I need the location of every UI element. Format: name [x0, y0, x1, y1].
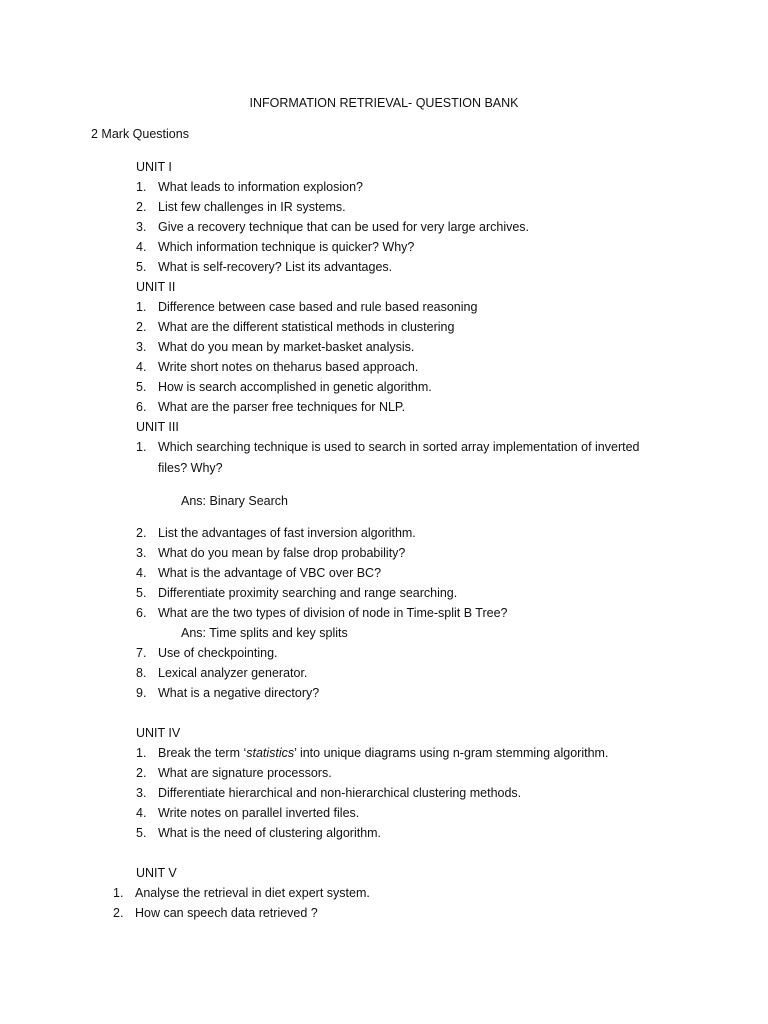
list-item: 3. Give a recovery technique that can be used for very large archives. [136, 220, 530, 234]
list-item: 2. List the advantages of fast inversion algorithm. [136, 526, 416, 540]
list-item: 1. Which searching technique is used to search in sorted array implementation of inverted [136, 440, 640, 454]
unit-heading: UNIT I [136, 160, 172, 174]
list-item: 1. Analyse the retrieval in diet expert system. [113, 886, 370, 900]
list-item: 4. Write short notes on theharus based approach. [136, 360, 419, 374]
list-item: 3. What do you mean by market-basket analysis. [136, 340, 415, 354]
list-item: 5. How is search accomplished in genetic algorithm. [136, 380, 432, 394]
answer-text: Ans: Time splits and key splits [181, 626, 348, 640]
list-item: 5. What is self-recovery? List its advantages. [136, 260, 393, 274]
list-item: 2. What are the different statistical methods in clustering [136, 320, 455, 334]
list-item: 7. Use of checkpointing. [136, 646, 278, 660]
list-item: 1. Difference between case based and rule based reasoning [136, 300, 478, 314]
list-item-continuation: files? Why? [158, 461, 223, 475]
unit-heading: UNIT IV [136, 726, 181, 740]
answer-text: Ans: Binary Search [181, 494, 288, 508]
list-item: 6. What are the parser free techniques for NLP. [136, 400, 406, 414]
unit-heading: UNIT V [136, 866, 177, 880]
list-item: 2. How can speech data retrieved ? [113, 906, 318, 920]
unit-heading: UNIT III [136, 420, 179, 434]
list-item: 9. What is a negative directory? [136, 686, 320, 700]
list-item: 2. What are signature processors. [136, 766, 332, 780]
page-title: INFORMATION RETRIEVAL- QUESTION BANK [249, 96, 519, 110]
list-item: 5. What is the need of clustering algorithm. [136, 826, 382, 840]
list-item: 1. What leads to information explosion? [136, 180, 363, 194]
list-item: 3. Differentiate hierarchical and non-hierarchical clustering methods. [136, 786, 522, 800]
list-item: 8. Lexical analyzer generator. [136, 666, 308, 680]
list-item: 6. What are the two types of division of node in Time-split B Tree? [136, 606, 508, 620]
section-heading: 2 Mark Questions [91, 127, 189, 141]
list-item: 4. Which information technique is quicker? Why? [136, 240, 415, 254]
list-item: 1. Break the term ‘statistics’ into unique diagrams using n-gram stemming algorithm. [136, 746, 609, 760]
list-item: 4. Write notes on parallel inverted files. [136, 806, 360, 820]
list-item: 5. Differentiate proximity searching and range searching. [136, 586, 458, 600]
unit-heading: UNIT II [136, 280, 176, 294]
list-item: 2. List few challenges in IR systems. [136, 200, 346, 214]
list-item: 4. What is the advantage of VBC over BC? [136, 566, 382, 580]
list-item: 3. What do you mean by false drop probability? [136, 546, 406, 560]
